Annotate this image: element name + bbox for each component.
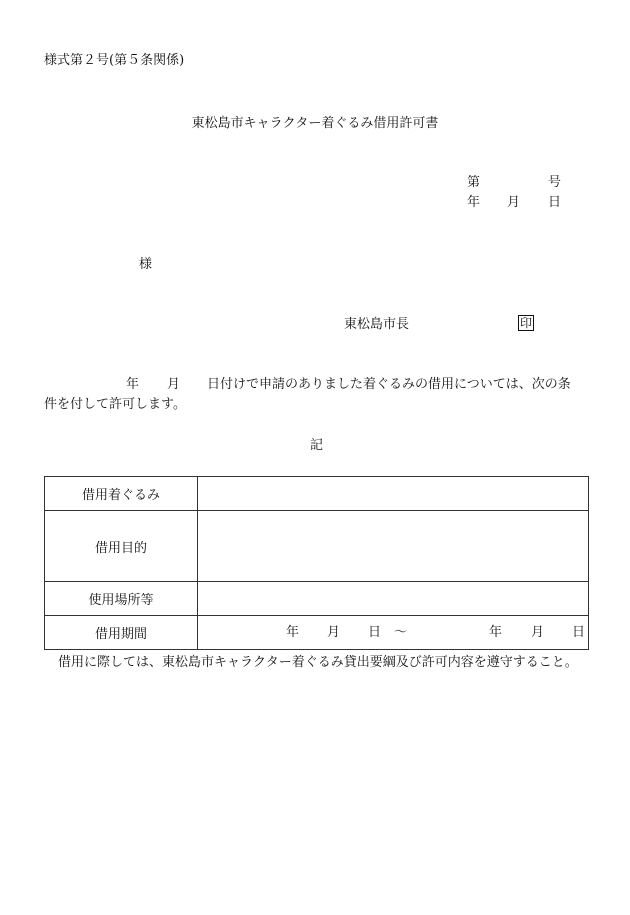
addressee-honorific: 様 [139,257,153,272]
reference-number-prefix: 第 [467,175,481,190]
seal-stamp: 印 [520,316,533,330]
table-row [45,477,589,511]
loan-details-table [44,476,589,650]
period-end-year: 年 [489,625,503,640]
body-application-year: 年 [126,377,140,392]
body-application-month: 月 [167,377,181,392]
period-value-cell [198,616,589,650]
form-number: 様式第２号(第５条関係) [44,53,185,68]
reference-number-suffix: 号 [548,175,562,190]
period-start-day: 日 [368,625,382,640]
purpose-value-cell [198,511,589,582]
body-text-line2: 件を付して許可します。 [44,397,186,412]
row-label-costume: 借用着ぐるみ [45,477,198,511]
table-row [45,616,589,650]
document-title: 東松島市キャラクター着ぐるみ借用許可書 [191,116,439,131]
location-value-cell [198,582,589,616]
issue-date-year: 年 [467,195,481,210]
ki-heading: 記 [310,438,324,453]
row-label-purpose: 借用目的 [45,511,198,582]
issuer-name: 東松島市長 [344,317,410,332]
issue-date-day: 日 [548,195,562,210]
issue-date-month: 月 [507,195,521,210]
period-start-month: 月 [327,625,341,640]
period-tilde: ～ [394,625,408,640]
body-text-line1: 日付けで申請のありました着ぐるみの借用については、次の条 [207,377,571,392]
costume-value-cell [198,477,589,511]
period-end-month: 月 [531,625,545,640]
compliance-note: 借用に際しては、東松島市キャラクター着ぐるみ貸出要綱及び許可内容を遵守すること。 [58,655,578,670]
table-row [45,582,589,616]
row-label-location: 使用場所等 [45,582,198,616]
row-label-period: 借用期間 [45,616,198,650]
table-row [45,511,589,582]
period-end-day: 日 [572,625,586,640]
period-start-year: 年 [286,625,300,640]
